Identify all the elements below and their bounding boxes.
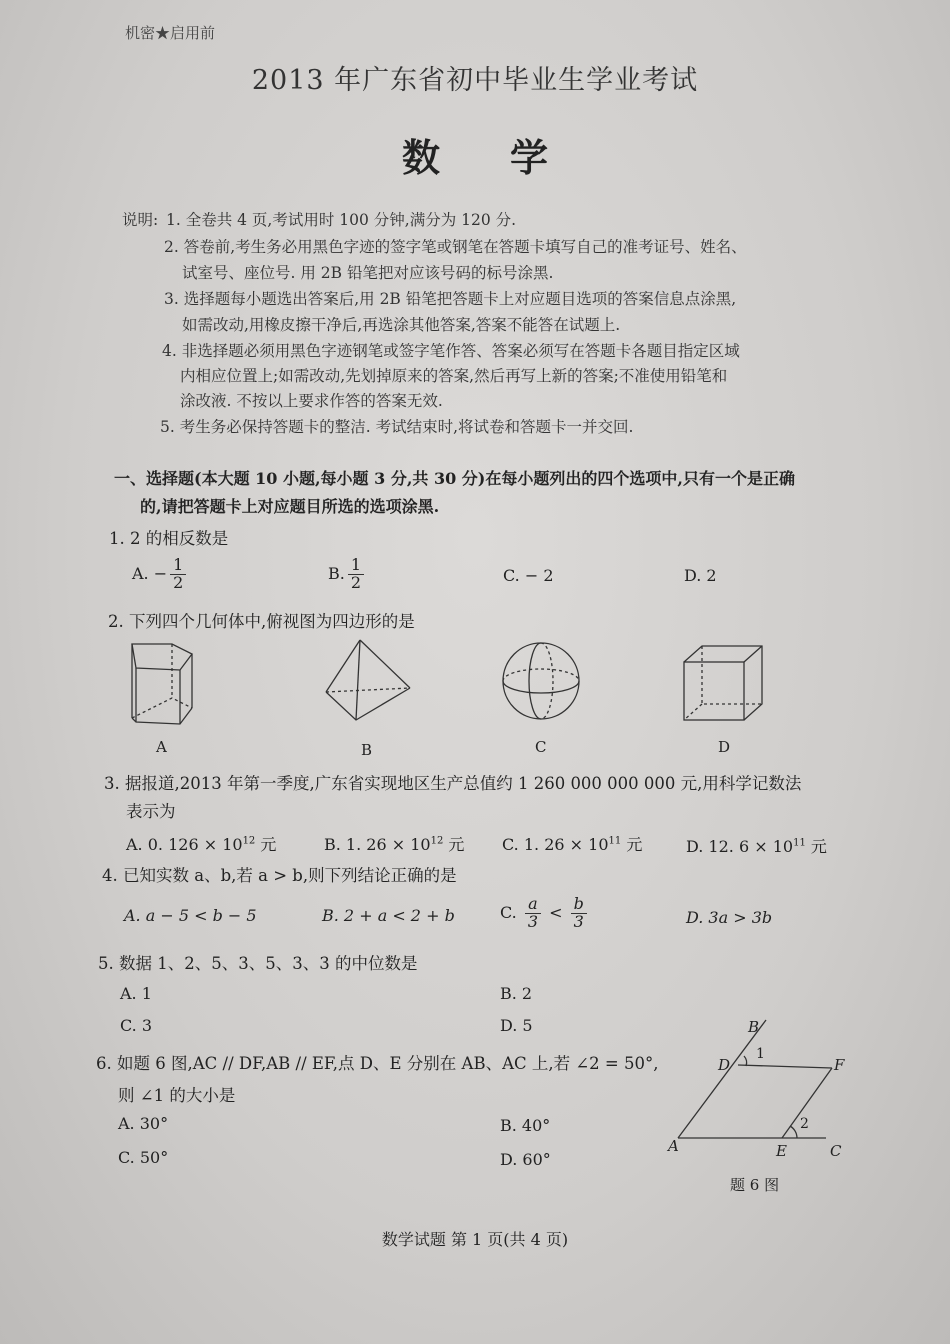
figure-6-point-a: A: [668, 1137, 679, 1155]
figure-6-point-d: D: [718, 1056, 731, 1074]
question-6-stem: 6. 如题 6 图,AC // DF,AB // EF,点 D、E 分别在 AB、AC 上,若 ∠2 = 50°,: [96, 1054, 659, 1073]
question-6-option-d: D. 60°: [500, 1150, 551, 1169]
question-1-stem: 1. 2 的相反数是: [109, 529, 229, 548]
question-2-label-a: A: [156, 738, 167, 756]
instruction-line: 1. 全卷共 4 页,考试用时 100 分钟,满分为 120 分.: [166, 211, 517, 229]
question-5-option-b: B. 2: [500, 984, 533, 1003]
question-3-option-d: D. 12. $6 \times 10^{11}$ 元: [686, 837, 827, 856]
instruction-line: 涂改液. 不按以上要求作答的答案无效.: [180, 392, 443, 410]
page-footer: 数学试题 第 1 页(共 4 页): [381, 1230, 569, 1249]
pentagonal-prism-figure: [120, 640, 210, 730]
question-5-stem: 5. 数据 1、2、5、3、5、3、3 的中位数是: [98, 954, 418, 973]
question-4-stem: 4. 已知实数 a、b,若 a > b,则下列结论正确的是: [102, 866, 457, 885]
exam-title: 2013 年广东省初中毕业生学业考试: [251, 65, 699, 96]
triangular-pyramid-figure: [322, 636, 414, 728]
figure-6-point-c: C: [830, 1142, 842, 1160]
figure-6-point-f: F: [834, 1056, 845, 1074]
question-5-option-c: C. 3: [120, 1016, 153, 1035]
question-4-option-d: D. 3a > 3b: [686, 908, 773, 927]
instruction-line: 试室号、座位号. 用 2B 铅笔把对应该号码的标号涂黑.: [182, 264, 554, 282]
figure-6-angle-1: 1: [756, 1046, 765, 1062]
question-3-option-a: A. 0. $126 \times 10^{12}$ 元: [126, 835, 277, 854]
question-1-option-a: A. − $\frac{1}{2}$: [132, 557, 189, 592]
instruction-line: 4. 非选择题必须用黑色字迹钢笔或签字笔作答、答案必须写在答题卡各题目指定区域: [162, 342, 740, 360]
cube-figure: [680, 642, 766, 726]
question-2-label-b: B: [361, 741, 373, 759]
subject-title: 数学: [401, 135, 618, 180]
instructions-label: 说明:: [122, 211, 159, 229]
question-3-stem: 3. 据报道,2013 年第一季度,广东省实现地区生产总值约 1 260 000 000 000 元,用科学记数法: [104, 774, 802, 793]
question-1-option-d: D. 2: [684, 566, 717, 585]
instruction-line: 内相应位置上;如需改动,先划掉原来的答案,然后再写上新的答案;不准使用铅笔和: [180, 367, 728, 385]
question-6-option-b: B. 40°: [500, 1116, 551, 1135]
question-3-option-b: B. 1. $26 \times 10^{12}$ 元: [324, 835, 465, 854]
question-3-option-c: C. 1. $26 \times 10^{11}$ 元: [502, 835, 643, 854]
question-5-option-d: D. 5: [500, 1016, 533, 1035]
question-2-label-c: C: [535, 738, 547, 756]
question-6-option-c: C. 50°: [118, 1148, 169, 1167]
figure-6-point-b: B: [748, 1018, 760, 1036]
question-1-option-c: C. − 2: [503, 566, 554, 585]
question-4-option-c: C. $\frac{a}{3}$ < $\frac{b}{3}$: [500, 896, 590, 931]
question-5-option-a: A. 1: [120, 984, 152, 1003]
question-2-stem: 2. 下列四个几何体中,俯视图为四边形的是: [108, 612, 415, 631]
sphere-figure: [500, 640, 584, 724]
instruction-line: 如需改动,用橡皮擦干净后,再选涂其他答案,答案不能答在试题上.: [182, 316, 621, 334]
section-heading: 一、选择题(本大题 10 小题,每小题 3 分,共 30 分)在每小题列出的四个选项中,只有一个是正确: [114, 469, 795, 488]
confidential-mark: 机密★启用前: [125, 24, 216, 42]
section-heading-cont: 的,请把答题卡上对应题目所选的选项涂黑.: [140, 497, 440, 516]
figure-6-diagram: [660, 1010, 860, 1160]
question-2-label-d: D: [718, 738, 731, 756]
question-1-option-b: B. $\frac{1}{2}$: [328, 557, 367, 592]
question-3-stem-cont: 表示为: [126, 802, 176, 821]
question-6-option-a: A. 30°: [118, 1114, 169, 1133]
figure-6-point-e: E: [776, 1142, 787, 1160]
instruction-line: 5. 考生务必保持答题卡的整洁. 考试结束时,将试卷和答题卡一并交回.: [160, 418, 634, 436]
question-4-option-a: A. a − 5 < b − 5: [124, 906, 257, 925]
instruction-line: 3. 选择题每小题选出答案后,用 2B 铅笔把答题卡上对应题目选项的答案信息点涂黑,: [164, 290, 737, 308]
figure-6-caption: 题 6 图: [730, 1176, 780, 1194]
instruction-line: 2. 答卷前,考生务必用黑色字迹的签字笔或钢笔在答题卡填写自己的准考证号、姓名、: [164, 238, 747, 256]
question-6-stem-cont: 则 ∠1 的大小是: [118, 1086, 236, 1105]
figure-6-angle-2: 2: [800, 1116, 809, 1132]
question-4-option-b: B. 2 + a < 2 + b: [322, 906, 455, 925]
